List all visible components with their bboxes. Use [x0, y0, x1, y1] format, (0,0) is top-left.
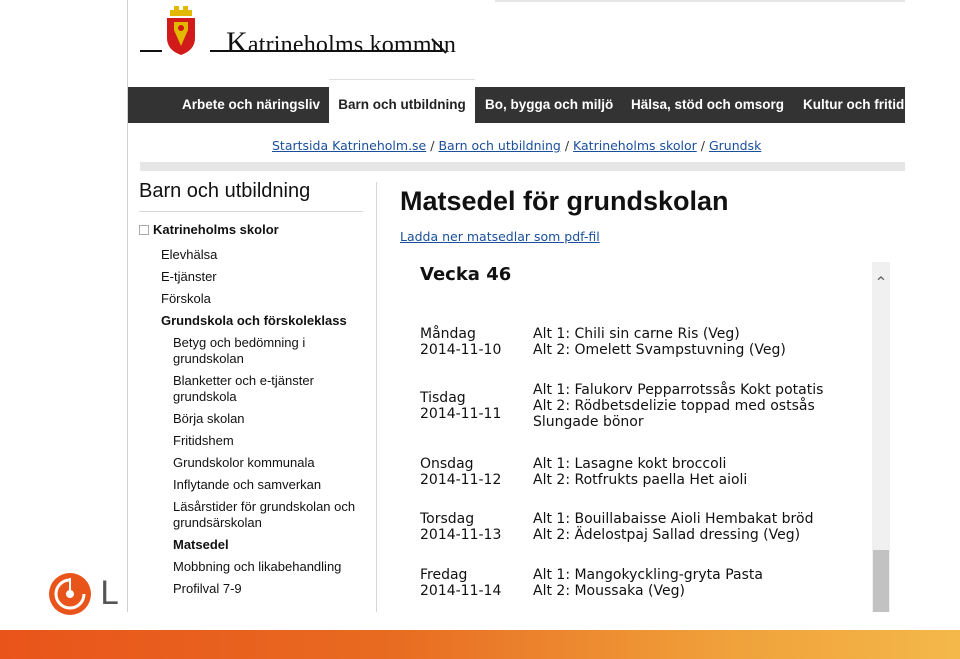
sidebar-item-inflytande[interactable]: Inflytande och samverkan — [173, 477, 322, 492]
download-pdf-link[interactable]: Ladda ner matsedlar som pdf-fil — [400, 229, 600, 244]
sidebar-item-borja-skolan[interactable]: Börja skolan — [173, 411, 245, 426]
logo-text-cap: K — [226, 26, 248, 59]
collapse-box-icon[interactable] — [139, 225, 149, 235]
sidebar-item-fritidshem[interactable]: Fritidshem — [173, 433, 234, 448]
breadcrumb-sep: / — [564, 138, 570, 153]
day-menu — [533, 567, 863, 599]
day-date: 2014-11-11 — [420, 406, 502, 422]
breadcrumb-sep: / — [700, 138, 705, 153]
breadcrumb-link-skolor[interactable]: Katrineholms skolor — [573, 138, 697, 153]
day-name: Onsdag — [420, 456, 474, 472]
logo-text — [226, 26, 456, 60]
presenter-logo-letter: L — [100, 574, 118, 612]
logo-underline-left — [140, 50, 162, 52]
nav-item-arbete[interactable]: Arbete och näringsliv — [182, 97, 321, 112]
menu-alt: Alt 2: Rödbetsdelizie toppad med ostsås — [533, 398, 815, 414]
logo-text-rest: atrineholms kommun — [247, 32, 457, 58]
day-menu — [533, 456, 863, 488]
sidebar-item-grundskola[interactable]: Grundskola och förskoleklass — [161, 313, 347, 328]
day-menu — [533, 511, 863, 543]
sidebar-item-blanketter[interactable]: Blanketter och e-tjänster grundskola — [173, 373, 314, 404]
sidebar-item-matsedel[interactable]: Matsedel — [173, 537, 229, 552]
day-name: Måndag — [420, 326, 476, 342]
day-date: 2014-11-10 — [420, 342, 502, 358]
scroll-thumb[interactable] — [873, 550, 889, 612]
menu-alt: Alt 1: Chili sin carne Ris (Veg) — [533, 326, 740, 342]
sidebar-item-katrineholms-skolor[interactable] — [139, 222, 363, 244]
presenter-logo-icon — [48, 572, 92, 616]
sidebar-item-lasarstider[interactable]: Läsårstider för grundskolan och grundsärskolan — [173, 499, 356, 530]
menu-iframe — [400, 260, 890, 612]
sidebar-item-etjanster[interactable]: E-tjänster — [161, 269, 217, 284]
day-label — [420, 390, 501, 422]
breadcrumb-link-grundskola[interactable]: Grundsk — [708, 138, 762, 153]
day-date: 2014-11-13 — [420, 527, 502, 543]
day-menu — [533, 326, 863, 358]
bottom-accent-bar — [0, 630, 960, 659]
main-content — [400, 186, 900, 244]
nav-item-barn[interactable]: Barn och utbildning — [329, 79, 475, 124]
day-label — [420, 567, 501, 599]
menu-alt: Alt 2: Omelett Svampstuvning (Veg) — [533, 342, 786, 358]
sidebar-item-betyg[interactable]: Betyg och bedömning i grundskolan — [173, 335, 306, 366]
menu-alt: Alt 1: Lasagne kokt broccoli — [533, 456, 727, 472]
sidebar-item-grundskolor-kommunala[interactable]: Grundskolor kommunala — [173, 455, 315, 470]
day-label — [420, 456, 501, 488]
menu-alt: Alt 2: Rotfrukts paella Het aioli — [533, 472, 748, 488]
sidebar-item-label: Katrineholms skolor — [153, 222, 279, 237]
nav-item-halsa[interactable]: Hälsa, stöd och omsorg — [631, 97, 785, 112]
menu-alt: Alt 1: Bouillabaisse Aioli Hembakat bröd — [533, 511, 814, 527]
site-logo[interactable] — [140, 6, 470, 58]
sidebar-list — [139, 222, 363, 597]
sidebar-item-mobbning[interactable]: Mobbning och likabehandling — [173, 559, 342, 574]
menu-alt: Alt 2: Moussaka (Veg) — [533, 583, 685, 599]
day-date: 2014-11-12 — [420, 472, 502, 488]
day-date: 2014-11-14 — [420, 583, 502, 599]
breadcrumb-link-start[interactable]: Startsida Katrineholm.se — [272, 138, 427, 153]
sidebar — [139, 180, 363, 603]
coat-of-arms-icon — [164, 6, 198, 56]
day-label — [420, 326, 501, 358]
breadcrumb-bar — [140, 162, 905, 171]
breadcrumb — [272, 138, 761, 153]
iframe-scrollbar[interactable] — [872, 262, 890, 612]
week-heading: Vecka 46 — [420, 264, 512, 285]
sidebar-item-forskola[interactable]: Förskola — [161, 291, 211, 306]
scroll-up-icon[interactable]: ⌃ — [874, 275, 888, 292]
page-title: Matsedel för grundskolan — [400, 186, 729, 216]
menu-alt: Slungade bönor — [533, 414, 644, 430]
nav-item-kultur[interactable]: Kultur och fritid — [803, 97, 905, 112]
menu-alt: Alt 1: Mangokyckling-gryta Pasta — [533, 567, 763, 583]
sidebar-title: Barn och utbildning — [139, 180, 363, 212]
day-name: Tisdag — [420, 390, 466, 406]
breadcrumb-sep: / — [430, 138, 435, 153]
day-name: Fredag — [420, 567, 468, 583]
top-strip — [495, 0, 905, 2]
menu-alt: Alt 1: Falukorv Pepparrotssås Kokt potatis — [533, 382, 824, 398]
breadcrumb-link-barn[interactable]: Barn och utbildning — [438, 138, 561, 153]
menu-alt: Alt 2: Ädelostpaj Sallad dressing (Veg) — [533, 527, 801, 543]
sidebar-item-elevhalsa[interactable]: Elevhälsa — [161, 247, 218, 262]
main-navigation — [128, 87, 905, 123]
nav-item-bo[interactable]: Bo, bygga och miljö — [485, 97, 614, 112]
sidebar-item-profilval[interactable]: Profilval 7-9 — [173, 581, 242, 596]
sidebar-divider — [376, 182, 377, 612]
day-menu — [533, 382, 863, 430]
day-name: Torsdag — [420, 511, 475, 527]
day-label — [420, 511, 501, 543]
